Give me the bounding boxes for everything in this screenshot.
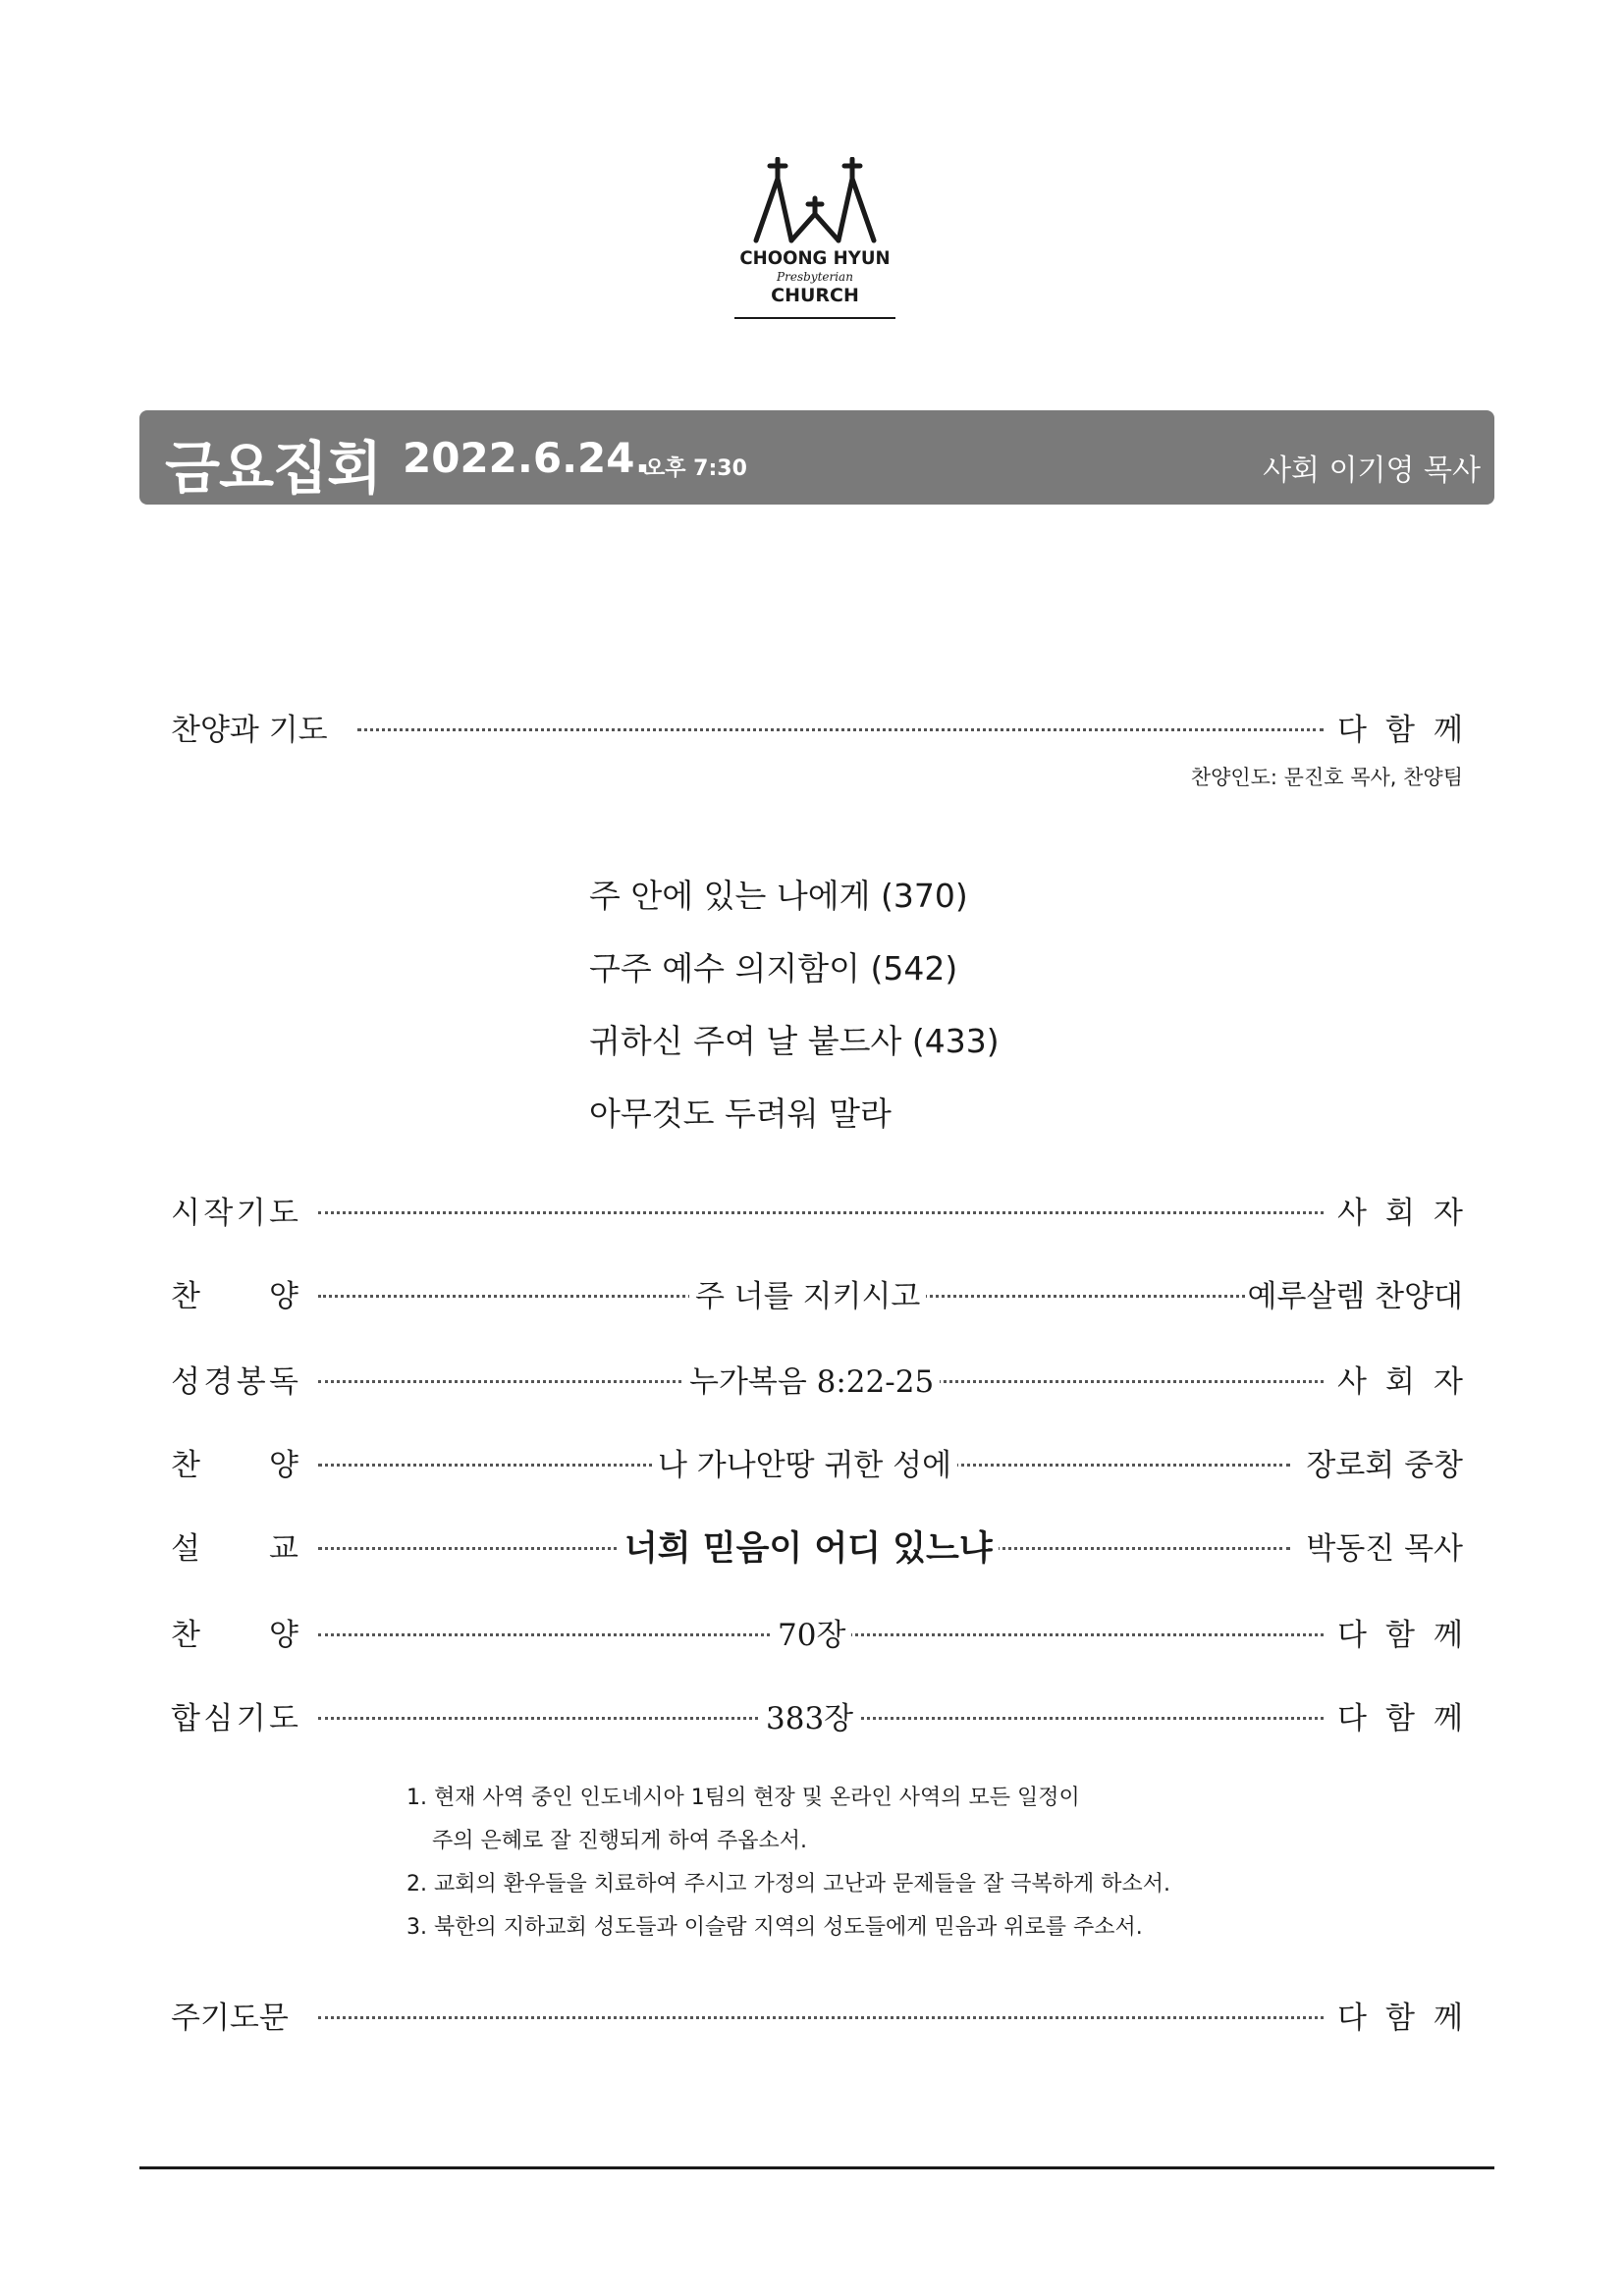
sermon-title: 너희 믿음이 어디 있느냐 xyxy=(619,1522,999,1571)
praise-leader-note: 찬양인도: 문진호 목사, 찬양팀 xyxy=(1190,766,1463,789)
order-row-hymn xyxy=(171,1610,1463,1657)
row-label-char: 독 xyxy=(269,1364,298,1400)
service-presider: 사회 이기영 목사 xyxy=(1263,454,1481,488)
row-label xyxy=(171,1440,298,1484)
row-label xyxy=(171,1693,298,1737)
order-row-opening-prayer xyxy=(171,1188,1463,1235)
row-label-char: 성 xyxy=(171,1364,200,1400)
song-item: 구주 예수 의지함이 (542) xyxy=(589,949,958,988)
row-label-char: 교 xyxy=(269,1531,298,1567)
row-right-char: 자 xyxy=(1434,1196,1463,1231)
service-title: 금요집회 xyxy=(165,435,382,502)
logo-name-line1: CHOONG HYUN xyxy=(739,247,891,269)
row-right-char: 함 xyxy=(1385,1618,1415,1653)
song-item: 주 안에 있는 나에게 (370) xyxy=(589,877,968,915)
row-right xyxy=(1337,1357,1463,1401)
row-right xyxy=(1337,1993,1463,2037)
service-header-bar xyxy=(139,410,1494,505)
row-right-char: 께 xyxy=(1434,1618,1463,1653)
row-center: 383장 xyxy=(760,1693,859,1737)
row-right xyxy=(1337,1188,1463,1232)
row-right xyxy=(1337,705,1463,749)
dot-leader xyxy=(318,2004,1324,2019)
row-right-char: 회 xyxy=(1385,1364,1415,1400)
order-row-praise-prayer xyxy=(171,705,1463,752)
service-time: 오후 7:30 xyxy=(644,456,747,481)
service-date: 2022.6.24. xyxy=(403,434,651,482)
row-right-char: 사 xyxy=(1337,1196,1367,1231)
row-label-char: 기 xyxy=(236,1196,266,1231)
row-label xyxy=(171,1271,298,1315)
order-row-anthem-2 xyxy=(171,1440,1463,1487)
prayer-item: 2. 교회의 환우들을 치료하여 주시고 가정의 고난과 문제들을 잘 극복하게 하소서. xyxy=(406,1872,1170,1896)
row-right-char: 께 xyxy=(1434,713,1463,748)
row-right: 예루살렘 찬양대 xyxy=(1247,1279,1463,1314)
order-row-anthem-1 xyxy=(171,1271,1463,1318)
dot-leader xyxy=(318,1200,1324,1214)
song-item: 아무것도 두려워 말라 xyxy=(589,1095,892,1133)
row-label-char: 양 xyxy=(269,1279,298,1314)
row-label-char: 봉 xyxy=(236,1364,266,1400)
order-row-scripture xyxy=(171,1357,1463,1404)
row-right-char: 다 xyxy=(1337,1618,1367,1653)
church-logo xyxy=(727,157,903,324)
row-right: 박동진 목사 xyxy=(1306,1531,1463,1567)
row-right xyxy=(1337,1693,1463,1737)
row-label-char: 찬 xyxy=(171,1279,200,1314)
row-label-char: 기 xyxy=(236,1701,266,1736)
row-label xyxy=(171,1188,298,1232)
row-center: 나 가나안땅 귀한 성에 xyxy=(652,1440,957,1484)
row-right-char: 함 xyxy=(1385,713,1415,748)
row-right-char: 자 xyxy=(1434,1364,1463,1400)
row-center: 누가복음 8:22-25 xyxy=(683,1357,940,1401)
row-label-char: 합 xyxy=(171,1701,200,1736)
prayer-item: 주의 은혜로 잘 진행되게 하여 주옵소서. xyxy=(432,1829,807,1853)
row-right-char: 사 xyxy=(1337,1364,1367,1400)
row-label-char: 작 xyxy=(203,1196,234,1231)
row-right-char: 다 xyxy=(1337,713,1367,748)
order-row-lords-prayer xyxy=(171,1993,1463,2040)
prayer-item: 3. 북한의 지하교회 성도들과 이슬람 지역의 성도들에게 믿음과 위로를 주소서. xyxy=(406,1915,1143,1940)
row-label-char: 양 xyxy=(269,1448,298,1483)
row-center: 70장 xyxy=(772,1610,851,1654)
row-label-char: 찬 xyxy=(171,1448,200,1483)
row-right-char: 다 xyxy=(1337,2001,1367,2036)
order-row-sermon xyxy=(171,1523,1463,1571)
prayer-request-list xyxy=(406,1777,1170,1949)
row-right-char: 회 xyxy=(1385,1196,1415,1231)
row-right-char: 께 xyxy=(1434,2001,1463,2036)
row-label-char: 심 xyxy=(203,1701,234,1736)
row-right-char: 께 xyxy=(1434,1701,1463,1736)
row-label xyxy=(171,1357,298,1401)
row-label-char: 도 xyxy=(269,1196,298,1231)
dot-leader xyxy=(357,717,1324,731)
row-label: 찬양과 기도 xyxy=(171,713,328,748)
prayer-item: 1. 현재 사역 중인 인도네시아 1팀의 현장 및 온라인 사역의 모든 일정이 xyxy=(406,1786,1080,1810)
song-item: 귀하신 주여 날 붙드사 (433) xyxy=(589,1022,1000,1060)
row-label-char: 찬 xyxy=(171,1618,200,1653)
bottom-divider xyxy=(139,2166,1494,2169)
row-label-char: 도 xyxy=(269,1701,298,1736)
row-right xyxy=(1337,1610,1463,1654)
praise-song-list xyxy=(589,860,1000,1150)
row-right-char: 함 xyxy=(1385,1701,1415,1736)
row-right: 장로회 중창 xyxy=(1306,1448,1463,1483)
row-right-char: 다 xyxy=(1337,1701,1367,1736)
row-label xyxy=(171,1523,298,1568)
logo-denomination: Presbyterian xyxy=(777,270,853,284)
row-label-char: 경 xyxy=(203,1364,234,1400)
row-label xyxy=(171,1610,298,1654)
row-label-char: 설 xyxy=(171,1531,200,1567)
logo-name-line2: CHURCH xyxy=(771,285,859,306)
order-row-unison-prayer xyxy=(171,1693,1463,1740)
row-label-char: 양 xyxy=(269,1618,298,1653)
row-center: 주 너를 지키시고 xyxy=(689,1271,926,1315)
logo-underline xyxy=(734,317,895,319)
church-spires-icon xyxy=(746,157,884,245)
row-label-char: 시 xyxy=(171,1196,200,1231)
row-label: 주기도문 xyxy=(171,2001,289,2036)
row-right-char: 함 xyxy=(1385,2001,1415,2036)
